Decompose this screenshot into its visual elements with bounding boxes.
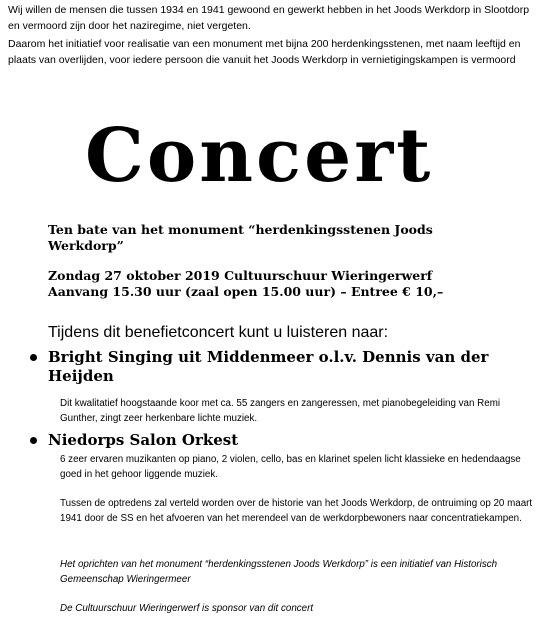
program-intro: Tijdens dit benefietconcert kunt u luisteren naar: [48, 324, 389, 341]
concert-title: Concert [85, 113, 434, 199]
act-1-description: Dit kwalitatief hoogstaande koor met ca. 55 zangers en zangeressen, met pianobegeleiding van Remi Gunther, zingt zeer herkenbare lichte muziek. [60, 398, 501, 424]
initiative-note: Het oprichten van het monument “herdenkingsstenen Joods Werkdorp” is een initiatief van Historisch Gemeenschap Wieringermeer [60, 559, 498, 585]
benefit-line: Ten bate van het monument “herdenkingsstenen Joods Werkdorp” [48, 222, 433, 253]
sponsor-note: De Cultuurschuur Wieringerwerf is sponsor van dit concert [60, 603, 314, 614]
intro-paragraph-1: Wij willen de mensen die tussen 1934 en 1941 gewoond en gewerkt hebben in het Joods Werkdorp in Slootdorp en vermoord zijn door het naziregime, niet vergeten. [8, 4, 530, 32]
act-2-description: 6 zeer ervaren muzikanten op piano, 2 violen, cello, bas en klarinet spelen licht klassieke en hedendaagse goed in het gehoor liggende muziek. [60, 454, 521, 480]
act-2-name: Niedorps Salon Orkest [48, 431, 239, 449]
event-time-line: Aanvang 15.30 uur (zaal open 15.00 uur) – Entree € 10,– [48, 284, 444, 299]
history-note: Tussen de optredens zal verteld worden over de historie van het Joods Werkdorp, de ontruiming op 20 maart 1941 door de SS en het afvoeren van het merendeel van de werkdorpbewoners naar concentratiekampen. [60, 498, 533, 524]
bullet-icon [30, 437, 37, 444]
bullet-icon [30, 354, 37, 361]
event-date-line: Zondag 27 oktober 2019 Cultuurschuur Wieringerwerf [48, 268, 433, 283]
intro-paragraph-2: Daarom het initiatief voor realisatie van een monument met bijna 200 herdenkingsstenen, met naam leeftijd en plaats van overlijden, voor iedere persoon die vanuit het Joods Werkdorp in vernietigingskampen is vermoord [8, 38, 521, 66]
act-1-name: Bright Singing uit Middenmeer o.l.v. Dennis van der Heijden [48, 348, 489, 385]
